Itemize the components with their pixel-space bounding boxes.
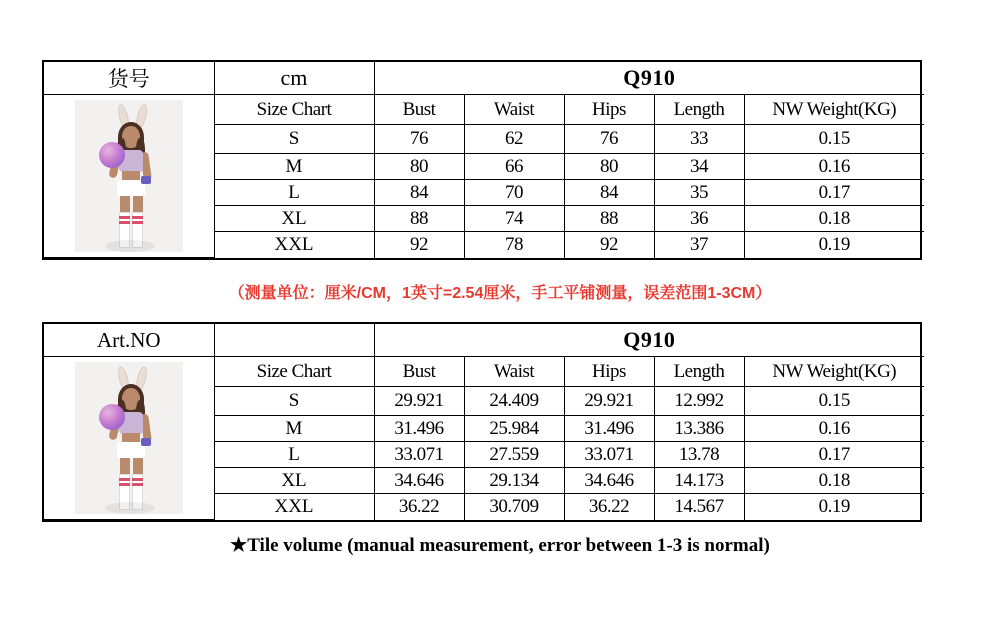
cell-length: 13.78 xyxy=(654,442,744,468)
floor-shadow xyxy=(105,240,155,252)
cell-length: 12.992 xyxy=(654,387,744,416)
table-header-row xyxy=(44,324,924,357)
size-table-inch xyxy=(44,324,924,520)
product-code-cm: Q910 xyxy=(374,62,924,95)
header-bust: Bust xyxy=(374,357,464,387)
cell-waist: 27.559 xyxy=(464,442,564,468)
cell-waist: 70 xyxy=(464,180,564,206)
caption-english: Tile volume (manual measurement, error between 1-3 is normal) xyxy=(247,535,770,556)
cell-nw: 0.19 xyxy=(744,232,924,258)
wrist-cuff xyxy=(141,438,151,446)
header-waist: Waist xyxy=(464,357,564,387)
cell-hips: 76 xyxy=(564,125,654,154)
cell-hips: 92 xyxy=(564,232,654,258)
cell-size: L xyxy=(214,442,374,468)
header-length: Length xyxy=(654,357,744,387)
cell-hips: 29.921 xyxy=(564,387,654,416)
size-table-cm xyxy=(44,62,924,258)
cell-size: XL xyxy=(214,206,374,232)
cell-length: 34 xyxy=(654,154,744,180)
size-chart-cm xyxy=(42,60,922,260)
product-code-inch: Q910 xyxy=(374,324,924,357)
cell-waist: 30.709 xyxy=(464,494,564,520)
cell-hips: 31.496 xyxy=(564,416,654,442)
cell-length: 13.386 xyxy=(654,416,744,442)
cell-nw: 0.16 xyxy=(744,154,924,180)
basketball-prop xyxy=(99,404,125,430)
cell-nw: 0.15 xyxy=(744,125,924,154)
header-bust: Bust xyxy=(374,95,464,125)
wrist-cuff xyxy=(141,176,151,184)
cell-bust: 36.22 xyxy=(374,494,464,520)
header-size-chart: Size Chart xyxy=(214,95,374,125)
sock-stripe xyxy=(132,221,143,224)
corner-label-cm: 货号 xyxy=(44,62,214,95)
size-chart-inch xyxy=(42,322,922,522)
cell-waist: 29.134 xyxy=(464,468,564,494)
header-nw-weight: NW Weight(KG) xyxy=(744,357,924,387)
cell-size: L xyxy=(214,180,374,206)
product-photo-cm xyxy=(44,95,214,258)
cell-waist: 66 xyxy=(464,154,564,180)
sock-stripe xyxy=(119,478,130,481)
cell-hips: 33.071 xyxy=(564,442,654,468)
cell-hips: 84 xyxy=(564,180,654,206)
cell-waist: 24.409 xyxy=(464,387,564,416)
sock-stripe xyxy=(132,216,143,219)
cell-nw: 0.16 xyxy=(744,416,924,442)
unit-label-cm: cm xyxy=(214,62,374,95)
header-hips: Hips xyxy=(564,95,654,125)
cell-length: 14.567 xyxy=(654,494,744,520)
cell-nw: 0.19 xyxy=(744,494,924,520)
sock-stripe xyxy=(119,483,130,486)
table-column-headers xyxy=(44,95,924,125)
table-column-headers xyxy=(44,357,924,387)
sock-stripe xyxy=(132,478,143,481)
cell-hips: 80 xyxy=(564,154,654,180)
cell-bust: 92 xyxy=(374,232,464,258)
cell-length: 37 xyxy=(654,232,744,258)
table-header-row xyxy=(44,62,924,95)
corner-label-inch: Art.NO xyxy=(44,324,214,357)
model-illustration xyxy=(75,362,183,514)
model-illustration xyxy=(75,100,183,252)
cell-length: 33 xyxy=(654,125,744,154)
basketball-prop xyxy=(99,142,125,168)
cell-length: 35 xyxy=(654,180,744,206)
sock-stripe xyxy=(132,483,143,486)
cell-size: XXL xyxy=(214,232,374,258)
cell-waist: 25.984 xyxy=(464,416,564,442)
cell-size: XL xyxy=(214,468,374,494)
cell-size: M xyxy=(214,154,374,180)
sock-stripe xyxy=(119,221,130,224)
cell-bust: 33.071 xyxy=(374,442,464,468)
cell-hips: 34.646 xyxy=(564,468,654,494)
star-icon: ★ xyxy=(230,535,248,556)
cell-size: M xyxy=(214,416,374,442)
cell-nw: 0.17 xyxy=(744,180,924,206)
caption-english-wrapper xyxy=(0,534,1000,557)
cell-waist: 62 xyxy=(464,125,564,154)
floor-shadow xyxy=(105,502,155,514)
cell-length: 36 xyxy=(654,206,744,232)
cell-bust: 88 xyxy=(374,206,464,232)
cell-nw: 0.17 xyxy=(744,442,924,468)
cell-nw: 0.15 xyxy=(744,387,924,416)
header-size-chart: Size Chart xyxy=(214,357,374,387)
cell-length: 14.173 xyxy=(654,468,744,494)
product-photo-inch xyxy=(44,357,214,520)
cell-size: XXL xyxy=(214,494,374,520)
cell-waist: 74 xyxy=(464,206,564,232)
cell-hips: 36.22 xyxy=(564,494,654,520)
header-length: Length xyxy=(654,95,744,125)
cell-bust: 80 xyxy=(374,154,464,180)
cell-bust: 34.646 xyxy=(374,468,464,494)
unit-label-inch xyxy=(214,324,374,357)
header-hips: Hips xyxy=(564,357,654,387)
cell-bust: 84 xyxy=(374,180,464,206)
header-nw-weight: NW Weight(KG) xyxy=(744,95,924,125)
cell-bust: 76 xyxy=(374,125,464,154)
sock-stripe xyxy=(119,216,130,219)
cell-nw: 0.18 xyxy=(744,206,924,232)
cell-size: S xyxy=(214,125,374,154)
cell-bust: 31.496 xyxy=(374,416,464,442)
header-waist: Waist xyxy=(464,95,564,125)
cell-size: S xyxy=(214,387,374,416)
cell-waist: 78 xyxy=(464,232,564,258)
cell-bust: 29.921 xyxy=(374,387,464,416)
cell-hips: 88 xyxy=(564,206,654,232)
cell-nw: 0.18 xyxy=(744,468,924,494)
caption-chinese: （测量单位：厘米/CM，1英寸=2.54厘米，手工平铺测量，误差范围1-3CM） xyxy=(228,285,772,302)
